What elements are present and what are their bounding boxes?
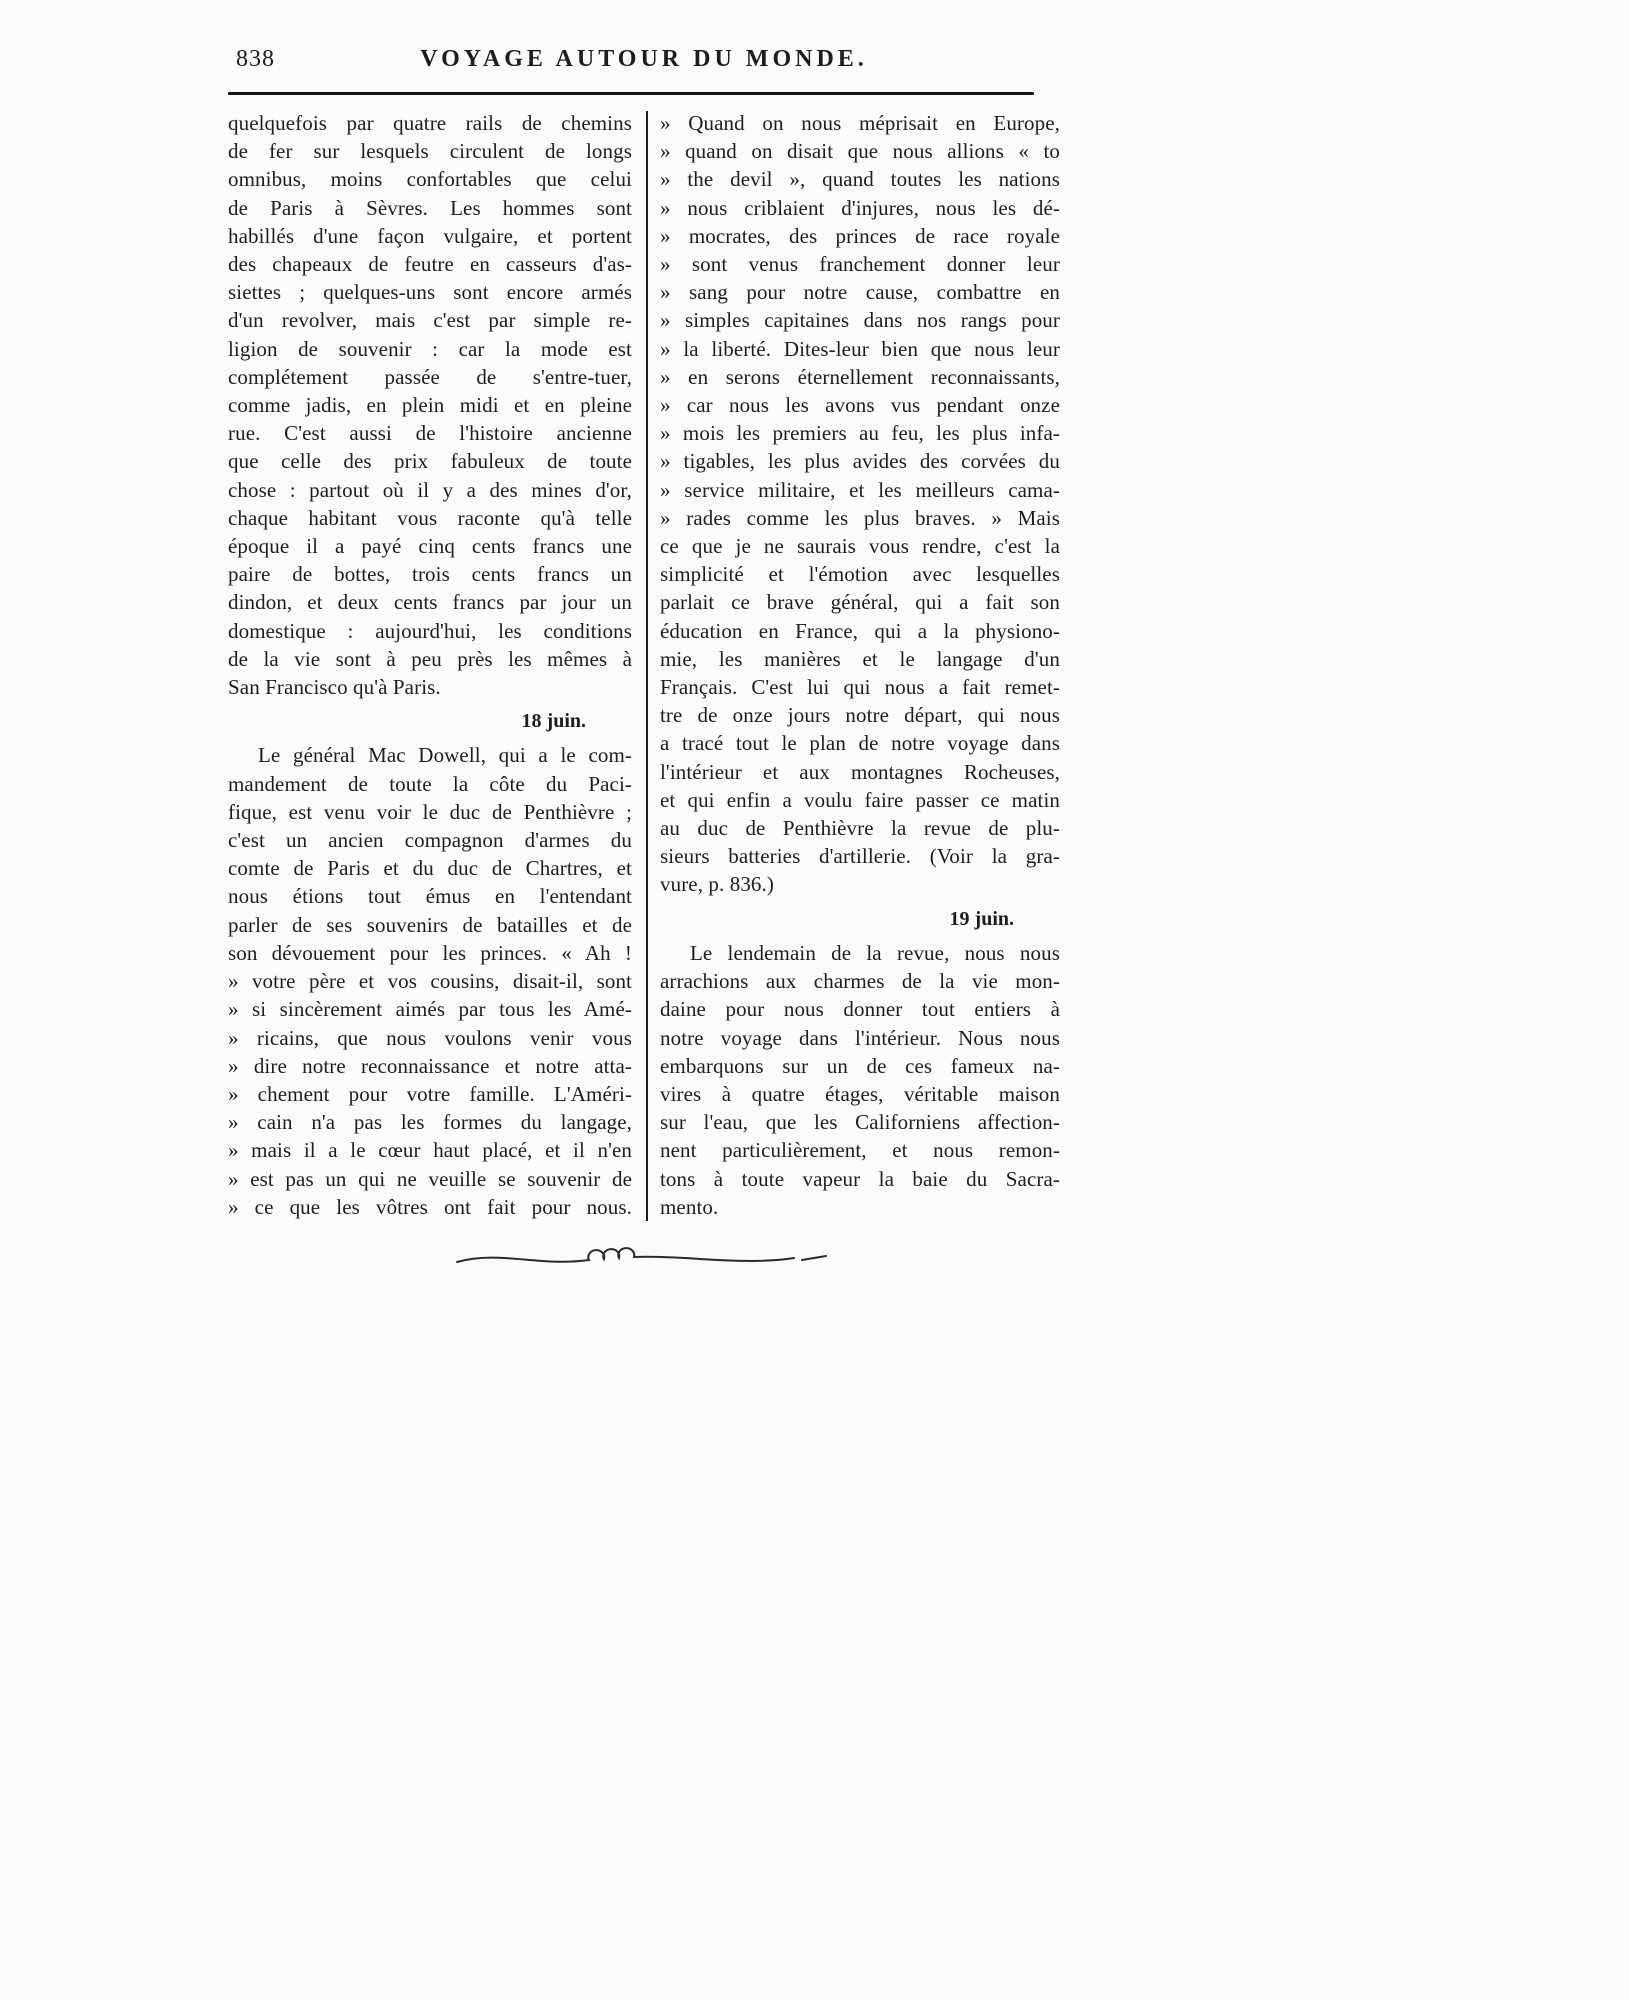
text-line: des chapeaux de feutre en casseurs d'as-: [228, 252, 632, 277]
text-line: d'un revolver, mais c'est par simple re-: [228, 308, 632, 333]
text-line: éducation en France, qui a la physiono-: [660, 618, 1060, 643]
text-line: San Francisco qu'à Paris.: [228, 675, 441, 700]
text-line: sieurs batteries d'artillerie. (Voir la gra-: [660, 844, 1060, 869]
text-line: et qui enfin a voulu faire passer ce matin: [660, 787, 1060, 812]
text-line: vires à quatre étages, véritable maison: [660, 1081, 1060, 1106]
text-line: vure, p. 836.): [660, 872, 774, 897]
text-line: l'intérieur et aux montagnes Rocheuses,: [660, 759, 1060, 784]
text-line: complétement passée de s'entre-tuer,: [228, 364, 632, 389]
text-line: domestique : aujourd'hui, les conditions: [228, 618, 632, 643]
text-line: chose : partout où il y a des mines d'or,: [228, 477, 632, 502]
text-line: arrachions aux charmes de la vie mon-: [660, 969, 1060, 994]
text-columns: [228, 109, 1060, 1221]
text-line: c'est un ancien compagnon d'armes du: [228, 828, 632, 853]
text-line: » dire notre reconnaissance et notre atta-: [228, 1053, 632, 1078]
text-line: daine pour nous donner tout entiers à: [660, 997, 1060, 1022]
text-line: embarquons sur un de ces fameux na-: [660, 1053, 1060, 1078]
right-column: [660, 109, 1060, 1221]
text-line: notre voyage dans l'intérieur. Nous nous: [660, 1025, 1060, 1050]
text-line: » mais il a le cœur haut placé, et il n'en: [228, 1138, 632, 1163]
text-line: Le général Mac Dowell, qui a le com-: [258, 743, 632, 768]
text-line: fique, est venu voir le duc de Penthièvre ;: [228, 799, 632, 824]
text-line: habillés d'une façon vulgaire, et portent: [228, 223, 632, 248]
text-line: » tigables, les plus avides des corvées du: [660, 449, 1060, 474]
text-line: » Quand on nous méprisait en Europe,: [660, 111, 1060, 135]
text-line: mie, les manières et le langage d'un: [660, 646, 1060, 671]
text-line: » quand on disait que nous allions « to: [660, 139, 1060, 164]
text-line: rue. C'est aussi de l'histoire ancienne: [228, 421, 632, 446]
flourish-ornament: [454, 1243, 834, 1273]
text-line: de la vie sont à peu près les mêmes à: [228, 646, 632, 671]
text-line: dindon, et deux cents francs par jour un: [228, 590, 632, 615]
page-title: VOYAGE AUTOUR DU MONDE.: [420, 46, 868, 72]
page-number: 838: [236, 46, 275, 72]
text-line: » si sincèrement aimés par tous les Amé-: [228, 997, 632, 1022]
text-line: » nous criblaient d'injures, nous les dé-: [660, 195, 1060, 220]
text-line: mandement de toute la côte du Paci-: [228, 771, 632, 796]
text-line: » mocrates, des princes de race royale: [660, 223, 1060, 248]
text-line: » chement pour votre famille. L'Améri-: [228, 1081, 632, 1106]
left-column: [228, 109, 632, 1221]
date-heading: 18 juin.: [521, 710, 586, 733]
text-line: » car nous les avons vus pendant onze: [660, 393, 1060, 418]
text-line: Le lendemain de la revue, nous nous: [690, 940, 1060, 965]
text-line: que celle des prix fabuleux de toute: [228, 449, 632, 474]
text-line: de fer sur lesquels circulent de longs: [228, 139, 632, 164]
text-line: omnibus, moins confortables que celui: [228, 167, 632, 192]
text-line: son dévouement pour les princes. « Ah !: [228, 940, 632, 965]
text-line: nous étions tout émus en l'entendant: [228, 884, 632, 909]
text-line: » sang pour notre cause, combattre en: [660, 280, 1060, 305]
text-line: ligion de souvenir : car la mode est: [228, 336, 632, 361]
text-line: parler de ses souvenirs de batailles et de: [228, 912, 632, 937]
text-line: » votre père et vos cousins, disait-il, sont: [228, 969, 632, 994]
text-line: » en serons éternellement reconnaissants,: [660, 364, 1060, 389]
text-line: parlait ce brave général, qui a fait son: [660, 590, 1060, 615]
book-page: [228, 42, 1060, 1273]
page-header: [228, 42, 1060, 76]
text-line: a tracé tout le plan de notre voyage dans: [660, 731, 1060, 756]
text-line: » est pas un qui ne veuille se souvenir de: [228, 1166, 632, 1191]
text-line: au duc de Penthièvre la revue de plu-: [660, 816, 1060, 841]
text-line: sur l'eau, que les Californiens affection-: [660, 1110, 1060, 1135]
text-line: ce que je ne saurais vous rendre, c'est la: [660, 534, 1060, 559]
text-line: nent particulièrement, et nous remon-: [660, 1138, 1060, 1163]
text-line: » service militaire, et les meilleurs cama-: [660, 477, 1060, 502]
text-line: paire de bottes, trois cents francs un: [228, 562, 632, 587]
text-line: » ricains, que nous voulons venir vous: [228, 1025, 632, 1050]
text-line: de Paris à Sèvres. Les hommes sont: [228, 195, 632, 220]
text-line: comte de Paris et du duc de Chartres, et: [228, 856, 632, 881]
text-line: » ce que les vôtres ont fait pour nous.: [228, 1194, 632, 1219]
text-line: Français. C'est lui qui nous a fait remet-: [660, 675, 1060, 700]
text-line: tons à toute vapeur la baie du Sacra-: [660, 1166, 1060, 1191]
text-line: » the devil », quand toutes les nations: [660, 167, 1060, 192]
header-rule: [228, 92, 1034, 95]
text-line: tre de onze jours notre départ, qui nous: [660, 703, 1060, 728]
date-heading: 19 juin.: [949, 907, 1014, 930]
text-line: mento.: [660, 1194, 719, 1219]
text-line: comme jadis, en plein midi et en pleine: [228, 393, 632, 418]
text-line: » mois les premiers au feu, les plus infa-: [660, 421, 1060, 446]
ornament-row: [228, 1243, 1060, 1273]
text-line: » simples capitaines dans nos rangs pour: [660, 308, 1060, 333]
text-line: » la liberté. Dites-leur bien que nous leur: [660, 336, 1060, 361]
text-line: » rades comme les plus braves. » Mais: [660, 505, 1060, 530]
text-line: siettes ; quelques-uns sont encore armés: [228, 280, 632, 305]
text-line: quelquefois par quatre rails de chemins: [228, 111, 632, 135]
text-line: simplicité et l'émotion avec lesquelles: [660, 562, 1060, 587]
text-line: » cain n'a pas les formes du langage,: [228, 1110, 632, 1135]
text-line: époque il a payé cinq cents francs une: [228, 534, 632, 559]
text-line: chaque habitant vous raconte qu'à telle: [228, 505, 632, 530]
text-line: » sont venus franchement donner leur: [660, 252, 1060, 277]
column-divider-rule: [646, 111, 648, 1221]
